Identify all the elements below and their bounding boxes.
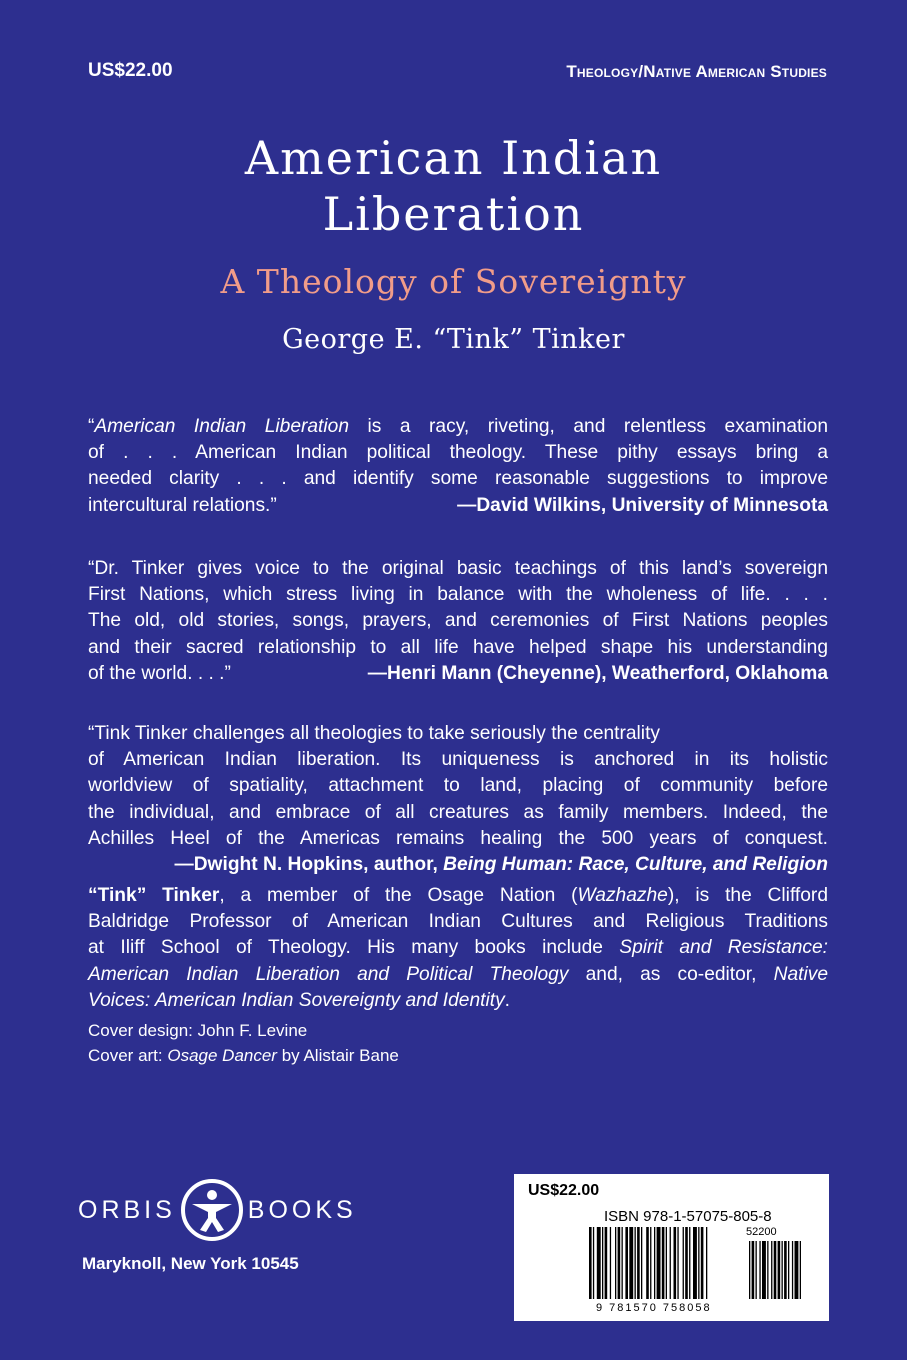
bio-text: at Iliff School of Theology. His many books include bbox=[88, 937, 620, 959]
credit-text: by Alistair Bane bbox=[276, 1046, 399, 1065]
blurb-mann bbox=[88, 556, 828, 687]
blurb-line: and their sacred relationship to all life have helped shape his understanding bbox=[88, 636, 828, 658]
blurb-line bbox=[88, 661, 828, 687]
price-top: US$22.00 bbox=[88, 60, 173, 81]
blurb-line: “Dr. Tinker gives voice to the original basic teachings of this land’s sovereign bbox=[88, 558, 828, 579]
bio-text: . bbox=[504, 989, 511, 1011]
bio-name: “Tink” Tinker bbox=[88, 885, 220, 906]
bio-text: and, as co-editor, bbox=[568, 963, 774, 985]
bio-line bbox=[88, 962, 828, 988]
barcode-digits: 9 781570 758058 bbox=[596, 1302, 712, 1314]
cover-credits bbox=[88, 1018, 399, 1068]
bio-text: , a member of the Osage Nation ( bbox=[219, 885, 578, 906]
bio-italic: Spirit and Resistance: bbox=[619, 937, 829, 959]
publisher-address: Maryknoll, New York 10545 bbox=[82, 1254, 299, 1273]
barcode-addon-code: 52200 bbox=[746, 1226, 777, 1238]
blurb-attribution: —David Wilkins, University of Minnesota bbox=[457, 494, 828, 516]
barcode-icon bbox=[589, 1227, 819, 1301]
blurb-line: “American Indian Liberation is a racy, riveting, and relentless examination bbox=[88, 416, 828, 437]
publisher-logo bbox=[78, 1178, 358, 1242]
blurb-line: the individual, and embrace of all creatures as family members. Indeed, the bbox=[88, 801, 828, 823]
attribution-book-title: Being Human: Race, Culture, and Religion bbox=[443, 854, 828, 876]
title-line-1: American Indian bbox=[244, 131, 663, 185]
book-title bbox=[0, 130, 907, 242]
bio-italic: Voices: American Indian Sovereignty and Identity bbox=[88, 989, 505, 1011]
blurb-hopkins bbox=[88, 721, 828, 878]
bio-line bbox=[88, 883, 828, 909]
blurb-line: worldview of spatiality, attachment to land, placing of community before bbox=[88, 775, 828, 797]
title-line-2: Liberation bbox=[322, 187, 585, 241]
credit-text: Cover art: bbox=[88, 1046, 168, 1065]
category-label: Theology/Native American Studies bbox=[566, 62, 827, 81]
cover-design-credit: Cover design: John F. Levine bbox=[88, 1021, 308, 1040]
blurb-line bbox=[88, 493, 828, 519]
book-subtitle: A Theology of Sovereignty bbox=[220, 262, 687, 301]
blurb-text: is a racy, riveting, and relentless examination bbox=[349, 416, 828, 437]
isbn-number: ISBN 978-1-57075-805-8 bbox=[604, 1208, 772, 1225]
barcode-panel bbox=[514, 1174, 829, 1321]
bio-italic: American Indian Liberation and Political Theology bbox=[88, 963, 569, 985]
publisher-word-orbis: ORBIS bbox=[78, 1195, 176, 1224]
blurb-line: needed clarity . . . and identify some reasonable suggestions to improve bbox=[88, 468, 828, 490]
blurb-attribution bbox=[88, 852, 828, 878]
blurb-line: of American Indian liberation. Its uniqueness is anchored in its holistic bbox=[88, 749, 828, 771]
bio-text: ), is the Clifford bbox=[667, 885, 828, 906]
bio-italic: Native bbox=[773, 963, 829, 985]
barcode-price: US$22.00 bbox=[528, 1182, 600, 1199]
blurb-attribution: —Henri Mann (Cheyenne), Weatherford, Oklahoma bbox=[367, 662, 828, 684]
blurb-wilkins bbox=[88, 414, 828, 519]
blurb-title-italic: American Indian Liberation bbox=[94, 416, 349, 437]
blurb-text: intercultural relations.” bbox=[88, 494, 277, 516]
cover-art-title: Osage Dancer bbox=[167, 1046, 277, 1065]
blurb-line: Achilles Heel of the Americas remains healing the 500 years of conquest. bbox=[88, 827, 828, 849]
bio-line: Baldridge Professor of American Indian Cultures and Religious Traditions bbox=[88, 911, 828, 933]
blurb-line: “Tink Tinker challenges all theologies to take seriously the centrality bbox=[88, 723, 660, 744]
book-author: George E. “Tink” Tinker bbox=[282, 324, 625, 355]
cover-art-credit bbox=[88, 1043, 399, 1068]
blurb-line: The old, old stories, songs, prayers, and ceremonies of First Nations peoples bbox=[88, 610, 828, 632]
attribution-text: —Dwight N. Hopkins, author, bbox=[174, 854, 444, 876]
blurb-line: of . . . American Indian political theology. These pithy essays bring a bbox=[88, 442, 828, 464]
bio-italic: Wazhazhe bbox=[577, 885, 668, 906]
publisher-word-books: BOOKS bbox=[247, 1195, 357, 1224]
bio-line bbox=[88, 988, 828, 1014]
author-bio bbox=[88, 883, 828, 1014]
blurb-text: of the world. . . .” bbox=[88, 662, 231, 684]
orbis-emblem-icon bbox=[180, 1178, 244, 1242]
bio-line bbox=[88, 935, 828, 961]
blurb-line: First Nations, which stress living in balance with the wholeness of life. . . . bbox=[88, 584, 828, 606]
